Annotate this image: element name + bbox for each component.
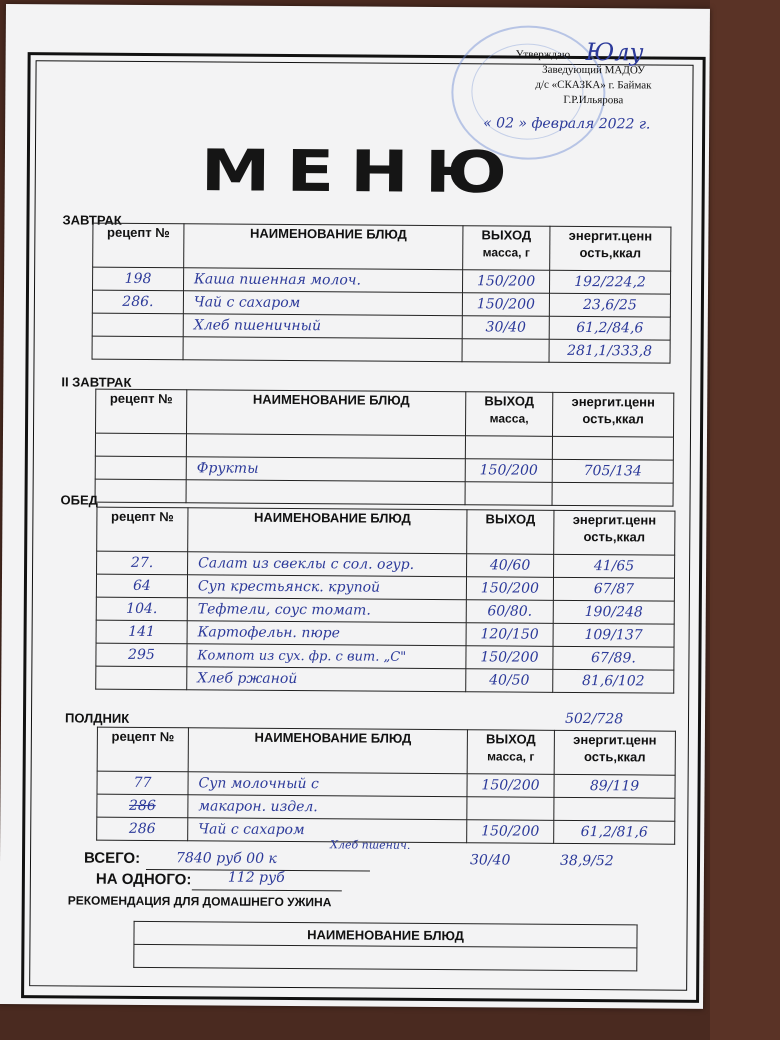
cell-recipe — [92, 313, 183, 337]
cell-energy: 192/224,2 — [549, 270, 670, 294]
col-yield: ВЫХОД — [467, 510, 554, 555]
cell-recipe — [96, 666, 187, 690]
approval-line-3: д/с «СКАЗКА» г. Баймак — [535, 78, 652, 92]
col-recipe: рецепт № — [97, 507, 188, 552]
section-title-snack: ПОЛДНИК — [64, 710, 130, 726]
recommendation-header: НАИМЕНОВАНИЕ БЛЮД — [134, 921, 637, 948]
cell-yield — [462, 339, 549, 363]
cell-energy: 61,2/81,6 — [554, 820, 675, 844]
second-breakfast-table — [95, 389, 675, 507]
col-energy: энергит.ценн ость,ккал — [554, 510, 675, 555]
cell-energy — [552, 482, 673, 506]
cell-energy: 190/248 — [553, 600, 674, 624]
cell-dish: Чай с сахаром — [188, 818, 467, 843]
cell-yield: 150/200 — [462, 293, 549, 317]
cell-recipe: 295 — [96, 643, 187, 667]
cell-recipe: 64 — [96, 574, 187, 598]
cell-dish — [186, 480, 465, 505]
snack-extra-dish: Хлеб пшенич. — [330, 838, 411, 852]
cell-dish: Картофельн. пюре — [187, 621, 466, 646]
cell-dish: макарон. издел. — [188, 795, 467, 820]
cell-recipe: 286. — [92, 290, 183, 314]
col-yield: ВЫХОД масса, г — [467, 730, 554, 775]
col-dish: НАИМЕНОВАНИЕ БЛЮД — [187, 390, 466, 436]
table-row — [95, 479, 673, 506]
col-energy: энергит.ценн ость,ккал — [550, 226, 671, 271]
approval-line-2: Заведующий МАДОУ — [542, 63, 646, 77]
recommendation-table — [133, 921, 637, 972]
section-title-lunch: ОБЕД — [60, 492, 98, 508]
cell-energy: 81,6/102 — [553, 669, 674, 693]
col-dish: НАИМЕНОВАНИЕ БЛЮД — [188, 508, 467, 554]
cell-recipe — [95, 433, 186, 457]
cell-recipe — [95, 456, 186, 480]
cell-yield: 150/200 — [465, 459, 552, 483]
cell-dish: Хлеб пшеничный — [183, 314, 462, 339]
cell-dish: Чай с сахаром — [183, 291, 462, 316]
snack-extra-energy: 38,9/52 — [559, 852, 614, 870]
cell-dish: Хлеб ржаной — [187, 667, 466, 692]
cell-dish: Суп крестьянск. крупой — [187, 575, 466, 600]
per-one-value: 112 руб — [227, 869, 285, 886]
cell-energy: 705/134 — [552, 459, 673, 483]
cell-yield: 40/50 — [466, 669, 553, 693]
cell-energy: 23,6/25 — [549, 293, 670, 317]
col-energy: энергит.ценн ость,ккал — [552, 392, 673, 437]
cell-recipe: 198 — [93, 267, 184, 291]
section-title-breakfast: ЗАВТРАК — [62, 212, 122, 228]
cell-dish: Каша пшенная молоч. — [184, 268, 463, 293]
per-one-label: НА ОДНОГО: — [95, 870, 192, 889]
cell-energy: 89/119 — [554, 774, 675, 798]
cell-yield: 30/40 — [462, 316, 549, 340]
background-wood — [710, 0, 780, 1040]
col-yield: ВЫХОД масса, г — [463, 226, 550, 271]
menu-sheet — [0, 4, 710, 1009]
cell-yield: 150/200 — [467, 820, 554, 844]
cell-energy: 109/137 — [553, 623, 674, 647]
total-value: 7840 руб 00 к — [175, 850, 277, 867]
total-label: ВСЕГО: — [83, 849, 141, 867]
col-recipe: рецепт № — [96, 389, 187, 434]
snack-table — [96, 727, 676, 845]
cell-energy: 41/65 — [554, 554, 675, 578]
snack-extra-yield: 30/40 — [469, 852, 511, 869]
cell-yield: 120/150 — [466, 623, 553, 647]
col-dish: НАИМЕНОВАНИЕ БЛЮД — [188, 728, 467, 774]
signature: Юлу — [585, 38, 644, 67]
page-title: МЕНЮ — [200, 136, 524, 207]
breakfast-table — [92, 223, 672, 364]
cell-dish — [186, 434, 465, 459]
cell-yield — [465, 482, 552, 506]
recommendation-title: РЕКОМЕНДАЦИЯ ДЛЯ ДОМАШНЕГО УЖИНА — [67, 893, 332, 910]
cell-recipe: 141 — [96, 620, 187, 644]
cell-recipe: 286 — [97, 817, 188, 841]
cell-energy: 67/87 — [553, 577, 674, 601]
col-energy: энергит.ценн ость,ккал — [554, 730, 675, 775]
cell-recipe: 27. — [97, 551, 188, 575]
recommendation-row — [134, 944, 637, 971]
lunch-table — [95, 507, 675, 694]
cell-recipe — [95, 479, 186, 503]
cell-dish: Салат из свеклы с сол. огур. — [188, 552, 467, 577]
cell-yield — [465, 436, 552, 460]
cell-energy: 61,2/84,6 — [549, 316, 670, 340]
lunch-total-energy: 502/728 — [564, 710, 624, 728]
cell-yield — [467, 797, 554, 821]
cell-dish: Суп молочный с — [188, 772, 467, 797]
cell-yield: 150/200 — [462, 270, 549, 294]
col-recipe: рецепт № — [97, 727, 188, 772]
col-dish: НАИМЕНОВАНИЕ БЛЮД — [184, 224, 463, 270]
cell-dish: Тефтели, соус томат. — [187, 598, 466, 623]
cell-yield: 150/200 — [466, 577, 553, 601]
cell-yield: 150/200 — [467, 774, 554, 798]
cell-dish: Фрукты — [186, 457, 465, 482]
cell-energy — [552, 436, 673, 460]
cell-recipe — [92, 336, 183, 360]
cell-recipe: 77 — [97, 771, 188, 795]
cell-dish: Компот из сух. фр. с вит. „С" — [187, 644, 466, 669]
cell-energy — [554, 797, 675, 821]
cell-recipe: 286 — [97, 794, 188, 818]
approval-date: « 02 » февраля 2022 г. — [483, 115, 651, 133]
col-recipe: рецепт № — [93, 223, 184, 268]
cell-energy: 67/89. — [553, 646, 674, 670]
cell-yield: 60/80. — [466, 600, 553, 624]
table-row — [96, 666, 674, 693]
cell-yield: 40/60 — [467, 554, 554, 578]
cell-energy: 281,1/333,8 — [549, 339, 670, 363]
col-yield: ВЫХОД масса, — [465, 392, 552, 437]
section-title-second-breakfast: II ЗАВТРАК — [61, 374, 132, 390]
table-row — [92, 336, 670, 363]
cell-recipe: 104. — [96, 597, 187, 621]
cell-yield: 150/200 — [466, 646, 553, 670]
approval-line-4: Г.Р.Ильярова — [563, 93, 624, 107]
approval-line-1: Утверждаю — [515, 48, 571, 61]
cell-dish — [183, 337, 462, 362]
